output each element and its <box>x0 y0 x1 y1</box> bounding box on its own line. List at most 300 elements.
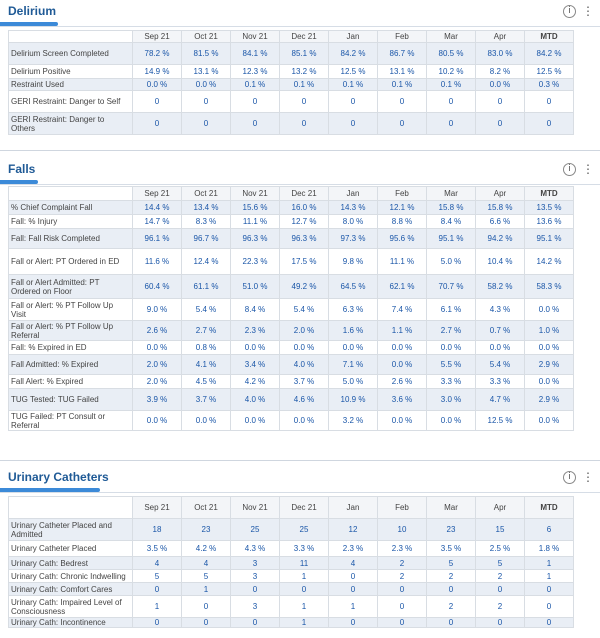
table-cell[interactable]: 5.0 % <box>329 375 378 389</box>
table-cell[interactable]: 13.5 % <box>525 201 574 215</box>
table-cell[interactable]: 0.0 % <box>378 355 427 375</box>
table-cell[interactable]: 3.6 % <box>378 389 427 411</box>
table-cell[interactable]: 13.1 % <box>182 65 231 79</box>
table-cell[interactable]: 4.3 % <box>231 541 280 557</box>
table-row <box>9 43 574 65</box>
row-label: % Chief Complaint Fall <box>9 201 133 215</box>
table-cell[interactable]: 85.1 % <box>280 43 329 65</box>
table-cell[interactable]: 0 <box>133 113 182 135</box>
table-cell[interactable]: 1 <box>280 570 329 583</box>
table-row <box>9 583 574 596</box>
table-cell[interactable]: 5.5 % <box>427 355 476 375</box>
table-cell[interactable]: 3 <box>231 596 280 618</box>
table-cell[interactable]: 1 <box>280 596 329 618</box>
table-cell[interactable]: 2.7 % <box>182 321 231 341</box>
column-header[interactable]: Feb <box>378 31 427 43</box>
table-cell[interactable]: 5.4 % <box>280 299 329 321</box>
table-cell[interactable]: 12 <box>329 519 378 541</box>
info-icon[interactable]: i <box>563 5 576 18</box>
table-cell[interactable]: 1 <box>182 583 231 596</box>
table-cell[interactable]: 25 <box>231 519 280 541</box>
table-cell[interactable]: 14.2 % <box>525 249 574 275</box>
table-cell[interactable]: 0 <box>329 583 378 596</box>
table-cell[interactable]: 10.4 % <box>476 249 525 275</box>
column-header[interactable]: Dec 21 <box>280 31 329 43</box>
more-vertical-icon[interactable]: ⋮ <box>582 4 594 18</box>
table-cell[interactable]: 12.5 % <box>329 65 378 79</box>
table-cell[interactable]: 9.0 % <box>133 299 182 321</box>
table-cell[interactable]: 0 <box>525 618 574 628</box>
table-cell[interactable]: 0.1 % <box>378 79 427 91</box>
table-cell[interactable]: 12.5 % <box>525 65 574 79</box>
table-cell[interactable]: 0.1 % <box>231 79 280 91</box>
title-accent-bar <box>0 22 58 26</box>
table-row <box>9 275 574 299</box>
table-cell[interactable]: 2.6 % <box>378 375 427 389</box>
table-cell[interactable]: 2.6 % <box>133 321 182 341</box>
table-cell[interactable]: 12.4 % <box>182 249 231 275</box>
table-cell[interactable]: 2 <box>427 570 476 583</box>
table-row <box>9 375 574 389</box>
table-cell[interactable]: 86.7 % <box>378 43 427 65</box>
info-icon[interactable]: i <box>563 471 576 484</box>
table-cell[interactable]: 0.1 % <box>427 79 476 91</box>
table-cell[interactable]: 4 <box>133 557 182 570</box>
table-row <box>9 229 574 249</box>
table-cell[interactable]: 96.7 % <box>182 229 231 249</box>
table-cell[interactable]: 1.6 % <box>329 321 378 341</box>
table-cell[interactable]: 2.3 % <box>378 541 427 557</box>
table-cell[interactable]: 14.9 % <box>133 65 182 79</box>
more-vertical-icon[interactable]: ⋮ <box>582 162 594 176</box>
table-cell[interactable]: 2.3 % <box>329 541 378 557</box>
table-cell[interactable]: 0 <box>231 618 280 628</box>
table-cell[interactable]: 4.0 % <box>231 389 280 411</box>
urinary-table <box>8 496 574 628</box>
table-cell[interactable]: 0.3 % <box>525 79 574 91</box>
table-cell[interactable]: 8.8 % <box>378 215 427 229</box>
delirium-header <box>0 0 600 27</box>
table-cell[interactable]: 58.2 % <box>476 275 525 299</box>
table-cell[interactable]: 14.7 % <box>133 215 182 229</box>
table-cell[interactable]: 2.0 % <box>133 355 182 375</box>
falls-panel <box>0 158 600 458</box>
table-cell[interactable]: 0 <box>231 113 280 135</box>
table-cell[interactable]: 49.2 % <box>280 275 329 299</box>
table-cell[interactable]: 4 <box>329 557 378 570</box>
column-header[interactable]: Feb <box>378 497 427 519</box>
column-header[interactable]: Oct 21 <box>182 187 231 201</box>
table-cell[interactable]: 10 <box>378 519 427 541</box>
table-cell[interactable]: 80.5 % <box>427 43 476 65</box>
table-cell[interactable]: 95.6 % <box>378 229 427 249</box>
table-cell[interactable]: 0 <box>280 113 329 135</box>
column-header[interactable]: Apr <box>476 497 525 519</box>
column-header[interactable]: Jan <box>329 497 378 519</box>
table-cell[interactable]: 3 <box>231 557 280 570</box>
table-cell[interactable]: 0 <box>378 596 427 618</box>
row-label: Fall or Alert Admitted: PT Ordered on Floor <box>9 275 133 299</box>
column-header[interactable]: Nov 21 <box>231 497 280 519</box>
table-cell[interactable]: 0.0 % <box>329 341 378 355</box>
table-cell[interactable]: 3.7 % <box>280 375 329 389</box>
table-row <box>9 79 574 91</box>
table-cell[interactable]: 0 <box>133 618 182 628</box>
table-row <box>9 91 574 113</box>
header-row <box>9 31 574 43</box>
table-cell[interactable]: 4.7 % <box>476 389 525 411</box>
table-cell[interactable]: 0 <box>182 91 231 113</box>
table-cell[interactable]: 61.1 % <box>182 275 231 299</box>
table-row <box>9 65 574 79</box>
table-cell[interactable]: 0 <box>378 113 427 135</box>
table-cell[interactable]: 94.2 % <box>476 229 525 249</box>
table-cell[interactable]: 11.1 % <box>231 215 280 229</box>
table-cell[interactable]: 1 <box>280 618 329 628</box>
table-cell[interactable]: 4.6 % <box>280 389 329 411</box>
table-cell[interactable]: 23 <box>182 519 231 541</box>
row-label: Urinary Cath: Bedrest <box>9 557 133 570</box>
table-cell[interactable]: 96.1 % <box>133 229 182 249</box>
table-cell[interactable]: 0 <box>378 91 427 113</box>
table-cell[interactable]: 4.1 % <box>182 355 231 375</box>
table-row <box>9 299 574 321</box>
table-cell[interactable]: 2.9 % <box>525 389 574 411</box>
table-cell[interactable]: 64.5 % <box>329 275 378 299</box>
table-cell[interactable]: 2.9 % <box>525 355 574 375</box>
table-row <box>9 519 574 541</box>
table-row <box>9 249 574 275</box>
table-cell[interactable]: 0.0 % <box>280 341 329 355</box>
column-header[interactable]: Dec 21 <box>280 497 329 519</box>
table-cell[interactable]: 4 <box>182 557 231 570</box>
table-cell[interactable]: 15.8 % <box>427 201 476 215</box>
table-cell[interactable]: 16.0 % <box>280 201 329 215</box>
table-cell[interactable]: 78.2 % <box>133 43 182 65</box>
table-cell[interactable]: 1 <box>525 570 574 583</box>
table-cell[interactable]: 51.0 % <box>231 275 280 299</box>
table-cell[interactable]: 8.0 % <box>329 215 378 229</box>
table-cell[interactable]: 3.3 % <box>280 541 329 557</box>
table-cell[interactable]: 18 <box>133 519 182 541</box>
falls-header <box>0 158 600 185</box>
table-cell[interactable]: 3.4 % <box>231 355 280 375</box>
table-cell[interactable]: 81.5 % <box>182 43 231 65</box>
table-cell[interactable]: 0 <box>329 570 378 583</box>
table-cell[interactable]: 4.2 % <box>182 541 231 557</box>
delirium-panel <box>0 0 600 150</box>
table-cell[interactable]: 6.6 % <box>476 215 525 229</box>
table-row <box>9 411 574 431</box>
row-label: Fall Alert: % Expired <box>9 375 133 389</box>
table-cell[interactable]: 10.2 % <box>427 65 476 79</box>
table-cell[interactable]: 0 <box>427 91 476 113</box>
table-cell[interactable]: 0.0 % <box>231 341 280 355</box>
table-cell[interactable]: 0 <box>231 583 280 596</box>
table-cell[interactable]: 15.6 % <box>231 201 280 215</box>
table-cell[interactable]: 2.0 % <box>280 321 329 341</box>
table-cell[interactable]: 0.1 % <box>280 79 329 91</box>
table-cell[interactable]: 6.3 % <box>329 299 378 321</box>
table-cell[interactable]: 2.0 % <box>133 375 182 389</box>
table-cell[interactable]: 15.8 % <box>476 201 525 215</box>
row-label: TUG Failed: PT Consult or Referral <box>9 411 133 431</box>
table-cell[interactable]: 3.2 % <box>329 411 378 431</box>
column-header[interactable]: Jan <box>329 187 378 201</box>
table-cell[interactable]: 0 <box>329 113 378 135</box>
column-header[interactable]: Sep 21 <box>133 31 182 43</box>
column-header[interactable]: Jan <box>329 31 378 43</box>
falls-title: Falls <box>8 162 36 176</box>
table-cell[interactable]: 0.0 % <box>280 411 329 431</box>
row-label: Fall: % Injury <box>9 215 133 229</box>
column-header[interactable]: MTD <box>525 497 574 519</box>
table-cell[interactable]: 5.4 % <box>182 299 231 321</box>
table-cell[interactable]: 0 <box>280 583 329 596</box>
row-label: Urinary Catheter Placed and Admitted <box>9 519 133 541</box>
column-header[interactable]: Nov 21 <box>231 31 280 43</box>
table-cell[interactable]: 23 <box>427 519 476 541</box>
table-cell[interactable]: 12.3 % <box>231 65 280 79</box>
table-cell[interactable]: 25 <box>280 519 329 541</box>
header-blank <box>9 187 133 201</box>
table-cell[interactable]: 2.5 % <box>476 541 525 557</box>
table-row <box>9 321 574 341</box>
column-header[interactable]: Mar <box>427 187 476 201</box>
table-cell[interactable]: 0.0 % <box>231 411 280 431</box>
table-cell[interactable]: 11 <box>280 557 329 570</box>
table-cell[interactable]: 3.0 % <box>427 389 476 411</box>
table-cell[interactable]: 0 <box>525 91 574 113</box>
table-row <box>9 618 574 628</box>
table-cell[interactable]: 1 <box>525 557 574 570</box>
table-cell[interactable]: 5.4 % <box>476 355 525 375</box>
table-cell[interactable]: 0.0 % <box>133 79 182 91</box>
column-header[interactable]: Apr <box>476 31 525 43</box>
table-cell[interactable]: 0 <box>182 618 231 628</box>
title-accent-bar <box>0 180 38 184</box>
table-cell[interactable]: 11.1 % <box>378 249 427 275</box>
table-cell[interactable]: 84.2 % <box>329 43 378 65</box>
table-cell[interactable]: 0.0 % <box>525 341 574 355</box>
table-cell[interactable]: 96.3 % <box>280 229 329 249</box>
table-cell[interactable]: 3.5 % <box>133 541 182 557</box>
table-cell[interactable]: 0.0 % <box>525 411 574 431</box>
column-header[interactable]: Mar <box>427 497 476 519</box>
table-cell[interactable]: 0 <box>378 583 427 596</box>
table-cell[interactable]: 70.7 % <box>427 275 476 299</box>
table-cell[interactable]: 5 <box>133 570 182 583</box>
table-cell[interactable]: 1.0 % <box>525 321 574 341</box>
table-cell[interactable]: 0.0 % <box>133 341 182 355</box>
table-cell[interactable]: 8.4 % <box>231 299 280 321</box>
table-cell[interactable]: 13.6 % <box>525 215 574 229</box>
table-cell[interactable]: 2 <box>427 596 476 618</box>
table-cell[interactable]: 8.4 % <box>427 215 476 229</box>
table-cell[interactable]: 4.5 % <box>182 375 231 389</box>
table-cell[interactable]: 0 <box>525 113 574 135</box>
row-label: Fall or Alert: % PT Follow Up Visit <box>9 299 133 321</box>
table-cell[interactable]: 13.2 % <box>280 65 329 79</box>
table-cell[interactable]: 4.0 % <box>280 355 329 375</box>
column-header[interactable]: Sep 21 <box>133 497 182 519</box>
table-cell[interactable]: 2.7 % <box>427 321 476 341</box>
table-cell[interactable]: 12.7 % <box>280 215 329 229</box>
table-cell[interactable]: 0 <box>476 583 525 596</box>
table-cell[interactable]: 7.4 % <box>378 299 427 321</box>
row-label: Urinary Cath: Comfort Cares <box>9 583 133 596</box>
table-cell[interactable]: 0.0 % <box>427 341 476 355</box>
table-cell[interactable]: 0 <box>525 596 574 618</box>
table-cell[interactable]: 0.7 % <box>476 321 525 341</box>
table-cell[interactable]: 0.0 % <box>476 341 525 355</box>
table-cell[interactable]: 1.8 % <box>525 541 574 557</box>
table-cell[interactable]: 5 <box>182 570 231 583</box>
table-cell[interactable]: 0.0 % <box>476 79 525 91</box>
table-cell[interactable]: 17.5 % <box>280 249 329 275</box>
table-cell[interactable]: 0.0 % <box>427 411 476 431</box>
table-cell[interactable]: 0.1 % <box>329 79 378 91</box>
column-header[interactable]: Mar <box>427 31 476 43</box>
table-cell[interactable]: 7.1 % <box>329 355 378 375</box>
table-cell[interactable]: 0 <box>280 91 329 113</box>
table-cell[interactable]: 3.3 % <box>427 375 476 389</box>
table-row <box>9 113 574 135</box>
column-header[interactable]: Feb <box>378 187 427 201</box>
table-cell[interactable]: 83.0 % <box>476 43 525 65</box>
table-cell[interactable]: 0.0 % <box>525 299 574 321</box>
row-label: Urinary Cath: Chronic Indwelling <box>9 570 133 583</box>
table-cell[interactable]: 5 <box>427 557 476 570</box>
table-cell[interactable]: 3.9 % <box>133 389 182 411</box>
table-cell[interactable]: 2.3 % <box>231 321 280 341</box>
table-cell[interactable]: 8.3 % <box>182 215 231 229</box>
table-cell[interactable]: 0 <box>476 113 525 135</box>
table-cell[interactable]: 1.1 % <box>378 321 427 341</box>
table-cell[interactable]: 9.8 % <box>329 249 378 275</box>
table-cell[interactable]: 0 <box>427 113 476 135</box>
table-cell[interactable]: 5 <box>476 557 525 570</box>
table-cell[interactable]: 3 <box>231 570 280 583</box>
column-header[interactable]: MTD <box>525 31 574 43</box>
table-cell[interactable]: 12.1 % <box>378 201 427 215</box>
table-cell[interactable]: 0 <box>329 618 378 628</box>
row-label: Fall Admitted: % Expired <box>9 355 133 375</box>
table-cell[interactable]: 5.0 % <box>427 249 476 275</box>
table-cell[interactable]: 0 <box>182 113 231 135</box>
table-cell[interactable]: 3.3 % <box>476 375 525 389</box>
row-label: Fall or Alert: PT Ordered in ED <box>9 249 133 275</box>
table-cell[interactable]: 15 <box>476 519 525 541</box>
table-cell[interactable]: 0 <box>525 583 574 596</box>
table-cell[interactable]: 14.4 % <box>133 201 182 215</box>
table-cell[interactable]: 2 <box>476 570 525 583</box>
table-cell[interactable]: 2 <box>378 570 427 583</box>
table-cell[interactable]: 96.3 % <box>231 229 280 249</box>
table-cell[interactable]: 0 <box>476 618 525 628</box>
column-header[interactable]: MTD <box>525 187 574 201</box>
table-cell[interactable]: 13.4 % <box>182 201 231 215</box>
table-cell[interactable]: 6.1 % <box>427 299 476 321</box>
table-cell[interactable]: 84.1 % <box>231 43 280 65</box>
info-icon[interactable]: i <box>563 163 576 176</box>
table-cell[interactable]: 0.0 % <box>182 79 231 91</box>
table-cell[interactable]: 84.2 % <box>525 43 574 65</box>
table-cell[interactable]: 8.2 % <box>476 65 525 79</box>
table-cell[interactable]: 0.0 % <box>378 341 427 355</box>
table-cell[interactable]: 2 <box>476 596 525 618</box>
table-cell[interactable]: 22.3 % <box>231 249 280 275</box>
table-cell[interactable]: 97.3 % <box>329 229 378 249</box>
table-cell[interactable]: 14.3 % <box>329 201 378 215</box>
table-cell[interactable]: 60.4 % <box>133 275 182 299</box>
column-header[interactable]: Nov 21 <box>231 187 280 201</box>
panel-divider <box>0 150 600 151</box>
table-cell[interactable]: 0 <box>378 618 427 628</box>
table-cell[interactable]: 0 <box>329 91 378 113</box>
column-header[interactable]: Sep 21 <box>133 187 182 201</box>
falls-table <box>8 186 574 431</box>
table-row <box>9 570 574 583</box>
table-cell[interactable]: 10.9 % <box>329 389 378 411</box>
table-cell[interactable]: 0.0 % <box>182 411 231 431</box>
column-header[interactable]: Apr <box>476 187 525 201</box>
table-cell[interactable]: 95.1 % <box>427 229 476 249</box>
table-cell[interactable]: 1 <box>329 596 378 618</box>
row-label: Urinary Cath: Impaired Level of Consciousness <box>9 596 133 618</box>
column-header[interactable]: Oct 21 <box>182 497 231 519</box>
table-cell[interactable]: 4.3 % <box>476 299 525 321</box>
row-label: GERI Restraint: Danger to Self <box>9 91 133 113</box>
title-accent-bar <box>0 488 100 492</box>
table-cell[interactable]: 0 <box>133 91 182 113</box>
table-row <box>9 201 574 215</box>
table-cell[interactable]: 12.5 % <box>476 411 525 431</box>
table-cell[interactable]: 58.3 % <box>525 275 574 299</box>
row-label: Fall: % Expired in ED <box>9 341 133 355</box>
table-cell[interactable]: 0 <box>231 91 280 113</box>
table-cell[interactable]: 2 <box>378 557 427 570</box>
table-cell[interactable]: 0 <box>427 583 476 596</box>
table-cell[interactable]: 13.1 % <box>378 65 427 79</box>
table-cell[interactable]: 62.1 % <box>378 275 427 299</box>
table-cell[interactable]: 0 <box>182 596 231 618</box>
header-row <box>9 497 574 519</box>
column-header[interactable]: Oct 21 <box>182 31 231 43</box>
table-cell[interactable]: 0 <box>133 583 182 596</box>
table-cell[interactable]: 0.0 % <box>378 411 427 431</box>
more-vertical-icon[interactable]: ⋮ <box>582 470 594 484</box>
table-cell[interactable]: 3.7 % <box>182 389 231 411</box>
table-cell[interactable]: 0.8 % <box>182 341 231 355</box>
row-label: Delirium Positive <box>9 65 133 79</box>
table-cell[interactable]: 0.0 % <box>133 411 182 431</box>
column-header[interactable]: Dec 21 <box>280 187 329 201</box>
row-label: Delirium Screen Completed <box>9 43 133 65</box>
row-label: Urinary Cath: Incontinence <box>9 618 133 628</box>
table-cell[interactable]: 11.6 % <box>133 249 182 275</box>
table-cell[interactable]: 0 <box>427 618 476 628</box>
table-row <box>9 341 574 355</box>
table-cell[interactable]: 0.0 % <box>525 375 574 389</box>
table-cell[interactable]: 0 <box>476 91 525 113</box>
table-cell[interactable]: 1 <box>133 596 182 618</box>
table-cell[interactable]: 4.2 % <box>231 375 280 389</box>
table-cell[interactable]: 95.1 % <box>525 229 574 249</box>
row-label: Restraint Used <box>9 79 133 91</box>
table-cell[interactable]: 3.5 % <box>427 541 476 557</box>
table-cell[interactable]: 6 <box>525 519 574 541</box>
